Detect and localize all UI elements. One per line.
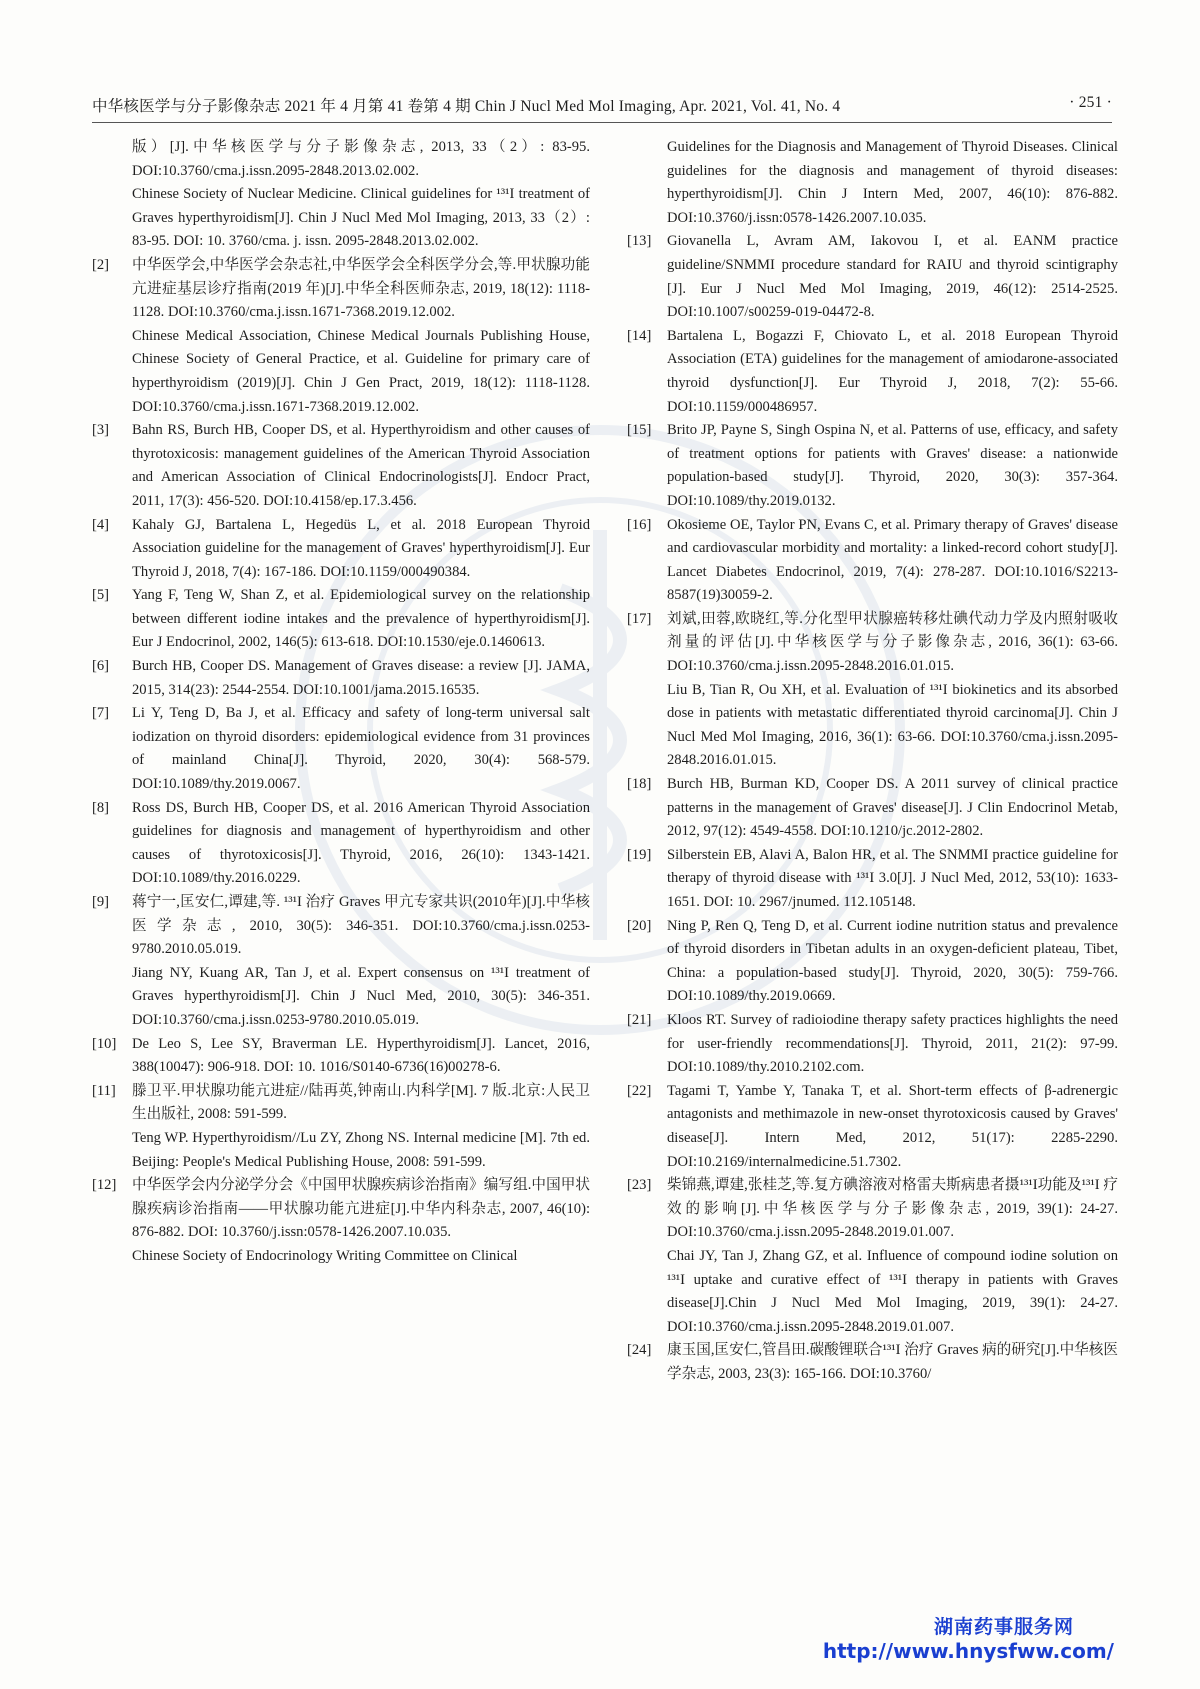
reference-number: [6] xyxy=(92,658,110,675)
site-footer xyxy=(823,1612,1114,1663)
site-url[interactable]: http://www.hnysfww.com/ xyxy=(822,1639,1114,1663)
reference-translation: Jiang NY, Kuang AR, Tan J, et al. Expert consensus on ¹³¹I treatment of Graves hyperthyroidism[J]. Chin J Nucl Med, 2010, 30(5): 346-351. DOI:10.3760/cma.j.issn.0253-9780.2010.05.019. xyxy=(132,964,590,1028)
reference-entry xyxy=(92,797,590,891)
reference-number: [11] xyxy=(92,1082,116,1099)
reference-entry xyxy=(627,844,1118,915)
reference-entry xyxy=(92,1080,590,1174)
reference-text: Kahaly GJ, Bartalena L, Hegedüs L, et al. 2018 European Thyroid Association guideline for the management of Graves' hyperthyroidism[J]. Eur Thyroid J, 2018, 7(4): 167-186. DOI:10.1159/000490384. xyxy=(132,516,590,580)
reference-number: [8] xyxy=(92,799,110,816)
reference-text: Tagami T, Yambe Y, Tanaka T, et al. Short-term effects of β-adrenergic antagonists and methimazole in new-onset thyrotoxicosis caused by Graves' disease[J]. Intern Med, 2012, 51(17): 2285-2290. DOI:10.2169/internalmedicine.51.7302. xyxy=(667,1082,1118,1170)
reference-text: Silberstein EB, Alavi A, Balon HR, et al. The SNMMI practice guideline for therapy of thyroid disease with ¹³¹I 3.0[J]. J Nucl Med, 2012, 53(10): 1633-1651. DOI: 10. 2967/jnumed. 112.105148. xyxy=(667,846,1118,910)
reference-text: 蒋宁一,匡安仁,谭建,等. ¹³¹I 治疗 Graves 甲亢专家共识(2010年)[J].中华核医学杂志, 2010, 30(5): 346-351. DOI:10.3760/cma.j.issn.0253-9780.2010.05.019. xyxy=(132,894,590,958)
reference-number: [24] xyxy=(627,1342,652,1359)
reference-entry xyxy=(92,1174,590,1268)
reference-translation: Teng WP. Hyperthyroidism//Lu ZY, Zhong NS. Internal medicine [M]. 7th ed. Beijing: People's Medical Publishing House, 2008: 591-599. xyxy=(132,1129,590,1170)
reference-entry xyxy=(92,514,590,585)
reference-entry xyxy=(92,254,590,419)
reference-text: Yang F, Teng W, Shan Z, et al. Epidemiological survey on the relationship between different iodine intakes and the prevalence of hyperthyroidism[J]. Eur J Endocrinol, 2002, 146(5): 613-618. DOI:10.1530/eje.0.1460613. xyxy=(132,587,590,651)
reference-text: Bahn RS, Burch HB, Cooper DS, et al. Hyperthyroidism and other causes of thyrotoxicosis: management guidelines of the American Thyroid Association and American Association of Clinical Endocrinologists[J]. Endocr Pract, 2011, 17(3): 456-520. DOI:10.4158/ep.17.3.456. xyxy=(132,422,590,509)
reference-entry xyxy=(627,230,1118,324)
reference-entry xyxy=(627,1009,1118,1080)
reference-text: 滕卫平.甲状腺功能亢进症//陆再英,钟南山.内科学[M]. 7 版.北京:人民卫生出版社, 2008: 591-599. xyxy=(132,1082,590,1123)
site-name: 湖南药事服务网 xyxy=(933,1616,1074,1638)
reference-number: [13] xyxy=(627,233,652,250)
reference-entry xyxy=(627,136,1118,230)
reference-entry xyxy=(627,915,1118,1009)
reference-entry xyxy=(627,419,1118,513)
reference-number: [22] xyxy=(627,1082,652,1099)
reference-entry xyxy=(627,325,1118,419)
reference-text: Okosieme OE, Taylor PN, Evans C, et al. Primary therapy of Graves' disease and cardiovascular morbidity and mortality: a linked-record cohort study[J]. Lancet Diabetes Endocrinol, 2019, 7(4): 278-287. DOI:10.1016/S2213-8587(19)30059-2. xyxy=(667,516,1118,604)
reference-entry xyxy=(92,702,590,796)
reference-text: Kloos RT. Survey of radioiodine therapy safety practices highlights the need for user-friendly recommendations[J]. Thyroid, 2011, 21(2): 97-99. DOI:10.1089/thy.2010.2102.com. xyxy=(667,1011,1118,1076)
reference-translation: Chinese Society of Endocrinology Writing Committee on Clinical xyxy=(132,1247,518,1264)
reference-translation: Chai JY, Tan J, Zhang GZ, et al. Influence of compound iodine solution on ¹³¹I uptake and curative effect of ¹³¹I therapy in patients with Graves disease[J].Chin J Nucl Med Mol Imaging, 2019, 39(1): 24-27. DOI:10.3760/cma.j.issn.2095-2848.2019.01.007. xyxy=(667,1247,1118,1335)
reference-number: [17] xyxy=(627,610,652,627)
reference-number: [19] xyxy=(627,846,652,863)
reference-entry xyxy=(92,419,590,513)
reference-number: [10] xyxy=(92,1035,117,1052)
reference-entry xyxy=(92,136,590,254)
reference-column-left xyxy=(92,136,590,1269)
reference-number: [14] xyxy=(627,327,652,344)
reference-text: Guidelines for the Diagnosis and Management of Thyroid Diseases. Clinical guidelines for the diagnosis and management of thyroid diseases: hyperthyroidism[J]. Chin J Intern Med, 2007, 46(10): 876-882. DOI:10.3760/j.issn:0578-1426.2007.10.035. xyxy=(667,139,1118,226)
reference-entry xyxy=(92,584,590,655)
reference-entry xyxy=(92,655,590,702)
reference-entry xyxy=(627,1174,1118,1339)
reference-entry xyxy=(627,773,1118,844)
reference-text: Burch HB, Cooper DS. Management of Graves disease: a review [J]. JAMA, 2015, 314(23): 2544-2554. DOI:10.1001/jama.2015.16535. xyxy=(132,658,590,698)
reference-column-right xyxy=(627,136,1118,1386)
reference-entry xyxy=(627,1080,1118,1174)
reference-number: [9] xyxy=(92,894,110,910)
reference-number: [12] xyxy=(92,1177,117,1194)
reference-text: Burch HB, Burman KD, Cooper DS. A 2011 survey of clinical practice patterns in the management of Graves' disease[J]. J Clin Endocrinol Metab, 2012, 97(12): 4549-4558. DOI:10.1210/jc.2012-2802. xyxy=(667,776,1118,840)
reference-number: [7] xyxy=(92,705,110,722)
reference-text: 刘斌,田蓉,欧晓红,等.分化型甲状腺癌转移灶碘代动力学及内照射吸收剂量的评估[J].中华核医学与分子影像杂志, 2016, 36(1): 63-66. DOI:10.3760/cma.j.issn.2095-2848.2016.01.015. xyxy=(667,610,1118,675)
reference-text: 中华医学会内分泌学分会《中国甲状腺疾病诊治指南》编写组.中国甲状腺疾病诊治指南——甲状腺功能亢进症[J].中华内科杂志, 2007, 46(10): 876-882. DOI: 10.3760/j.issn:0578-1426.2007.10.035. xyxy=(132,1177,590,1241)
reference-text: Li Y, Teng D, Ba J, et al. Efficacy and safety of long-term universal salt iodization on thyroid disorders: epidemiological evidence from 31 provinces of mainland China[J]. Thyroid, 2020, 30(4): 568-579. DOI:10.1089/thy.2019.0067. xyxy=(132,705,590,793)
reference-entry xyxy=(92,891,590,1033)
reference-text: Bartalena L, Bogazzi F, Chiovato L, et al. 2018 European Thyroid Association (ETA) guidelines for the management of amiodarone-associated thyroid dysfunction[J]. Eur Thyroid J, 2018, 7(2): 55-66. DOI:10.1159/000486957. xyxy=(667,327,1118,415)
reference-translation: Chinese Medical Association, Chinese Medical Journals Publishing House, Chinese Society of General Practice, et al. Guideline for primary care of hyperthyroidism (2019)[J]. Chin J Gen Pract, 2019, 18(12): 1118-1128. DOI:10.3760/cma.j.issn.1671-7368.2019.12.002. xyxy=(132,327,590,415)
reference-entry xyxy=(627,514,1118,608)
reference-number: [15] xyxy=(627,422,652,439)
reference-number: [21] xyxy=(627,1011,652,1028)
reference-number: [20] xyxy=(627,917,652,934)
reference-translation: Liu B, Tian R, Ou XH, et al. Evaluation of ¹³¹I biokinetics and its absorbed dose in patients with metastatic differentiated thyroid carcinoma[J]. Chin J Nucl Med Mol Imaging, 2016, 36(1): 63-66. DOI:10.3760/cma.j.issn.2095-2848.2016.01.015. xyxy=(667,681,1118,769)
reference-number: [23] xyxy=(627,1177,652,1194)
reference-text: Giovanella L, Avram AM, Iakovou I, et al. EANM practice guideline/SNMMI procedure standard for RAIU and thyroid scintigraphy [J]. Eur J Nucl Med Mol Imaging, 2019, 46(12): 2514-2525. DOI:10.1007/s00259-019-04472-8. xyxy=(667,233,1118,321)
reference-text: 柴锦燕,谭建,张桂芝,等.复方碘溶液对格雷夫斯病患者摄¹³¹I功能及¹³¹I 疗效的影响[J].中华核医学与分子影像杂志, 2019, 39(1): 24-27. DOI:10.3760/cma.j.issn.2095-2848.2019.01.007. xyxy=(667,1177,1118,1241)
reference-text: Ross DS, Burch HB, Cooper DS, et al. 2016 American Thyroid Association guidelines for diagnosis and management of hyperthyroidism and other causes of thyrotoxicosis[J]. Thyroid, 2016, 26(10): 1343-1421. DOI:10.1089/thy.2016.0229. xyxy=(132,799,590,887)
journal-header-text: 中华核医学与分子影像杂志 2021 年 4 月第 41 卷第 4 期 Chin J Nucl Med Mol Imaging, Apr. 2021, Vol. 41, No. 4 xyxy=(92,98,841,115)
reference-number: [16] xyxy=(627,516,652,533)
reference-entry xyxy=(92,1033,590,1080)
reference-text: Ning P, Ren Q, Teng D, et al. Current iodine nutrition status and prevalence of thyroid disorders in Tibetan adults in an oxygen-deficient plateau, Tibet, China: a population-based study[J]. Thyroid, 2020, 30(5): 759-766. DOI:10.1089/thy.2019.0669. xyxy=(667,917,1118,1005)
reference-number: [4] xyxy=(92,516,110,533)
reference-text: 版）[J].中华核医学与分子影像杂志, 2013, 33（2）: 83-95. DOI:10.3760/cma.j.issn.2095-2848.2013.02.002. xyxy=(132,139,590,179)
reference-text: Brito JP, Payne S, Singh Ospina N, et al. Patterns of use, efficacy, and safety of treatment options for patients with Graves' disease: a nationwide population-based study[J]. Thyroid, 2020, 30(3): 357-364. DOI:10.1089/thy.2019.0132. xyxy=(667,422,1118,509)
reference-number: [2] xyxy=(92,256,110,273)
reference-text: De Leo S, Lee SY, Braverman LE. Hyperthyroidism[J]. Lancet, 2016, 388(10047): 906-918. DOI: 10. 1016/S0140-6736(16)00278-6. xyxy=(132,1035,590,1076)
reference-translation: Chinese Society of Nuclear Medicine. Clinical guidelines for ¹³¹I treatment of Graves hyperthyroidism[J]. Chin J Nucl Med Mol Imaging, 2013, 33（2）: 83-95. DOI: 10. 3760/cma. j. issn. 2095-2848.2013.02.002. xyxy=(132,186,590,250)
reference-number: [5] xyxy=(92,587,110,604)
reference-number: [18] xyxy=(627,776,652,793)
reference-entry xyxy=(627,1339,1118,1386)
running-header xyxy=(92,90,1112,123)
reference-entry xyxy=(627,608,1118,773)
reference-text: 中华医学会,中华医学会杂志社,中华医学会全科医学分会,等.甲状腺功能亢进症基层诊疗指南(2019 年)[J].中华全科医师杂志, 2019, 18(12): 1118-1128. DOI:10.3760/cma.j.issn.1671-7368.2019.12.002. xyxy=(132,256,590,321)
reference-text: 康玉国,匡安仁,管昌田.碳酸锂联合¹³¹I 治疗 Graves 病的研究[J].中华核医学杂志, 2003, 23(3): 165-166. DOI:10.3760/ xyxy=(667,1342,1118,1382)
page-number: · 251 · xyxy=(1069,94,1112,111)
reference-number: [3] xyxy=(92,422,110,439)
